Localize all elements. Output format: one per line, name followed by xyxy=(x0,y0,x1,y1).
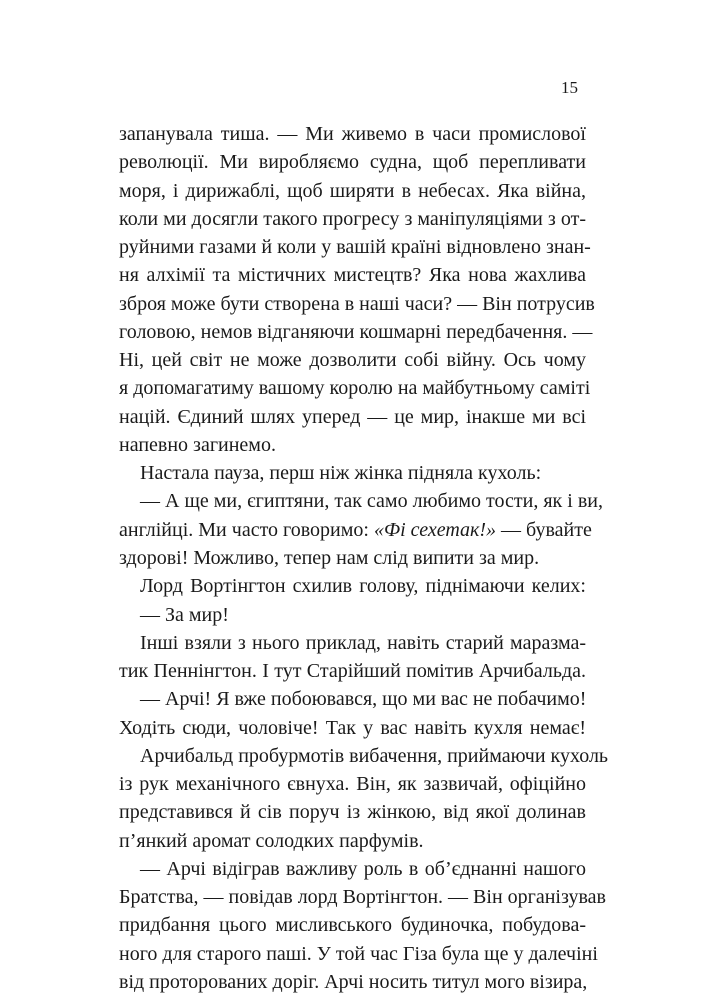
text-line: головою, немов відганяючи кошмарні передбачення. — xyxy=(119,320,593,343)
text-line: ня алхімії та містичних мистецтв? Яка нова жахлива xyxy=(119,264,586,287)
text-line: Братства, — повідав лорд Вортінгтон. — Він організував xyxy=(119,886,606,909)
text-line: із рук механічного євнуха. Він, як зазвичай, офіційно xyxy=(119,773,586,796)
text-line: п’янкий аромат солодких парфумів. xyxy=(119,829,424,852)
text-line: коли ми досягли такого прогресу з маніпуляціями з от- xyxy=(119,207,586,230)
text-fragment: — бувайте xyxy=(496,518,592,541)
text-line: — Арчі відіграв важливу роль в об’єднанні нашого xyxy=(140,857,586,880)
text-line: тик Пеннінгтон. І тут Старійший помітив Арчибальда. xyxy=(119,660,586,683)
body-text xyxy=(119,120,609,996)
emphasis-phrase: «Фі сехетак!» xyxy=(373,518,497,541)
text-fragment: англійці. Ми часто говоримо: xyxy=(119,518,374,541)
text-line: Настала пауза, перш ніж жінка підняла кухоль: xyxy=(140,462,542,485)
text-line: я допомагатиму вашому королю на майбутньому саміті xyxy=(119,377,591,400)
text-line: запанувала тиша. — Ми живемо в часи промислової xyxy=(119,123,586,145)
text-line: придбання цього мисливського будиночка, побудова- xyxy=(119,914,586,937)
text-line: революції. Ми виробляємо судна, щоб перепливати xyxy=(119,151,586,174)
text-line: — А ще ми, єгиптяни, так само любимо тости, як і ви, xyxy=(140,490,603,513)
text-line: від проторованих доріг. Арчі носить титул мого візира, xyxy=(119,970,588,993)
text-line: націй. Єдиний шлях уперед — це мир, інакше ми всі xyxy=(119,405,586,428)
text-line: моря, і дирижаблі, щоб ширяти в небесах. Яка війна, xyxy=(119,179,586,202)
text-line: зброя може бути створена в наші часи? — Він потрусив xyxy=(119,292,595,315)
text-line: Ходіть сюди, чоловіче! Так у вас навіть кухля немає! xyxy=(119,716,586,739)
text-line: представився й сів поруч із жінкою, від якої долинав xyxy=(119,801,586,824)
text-line: Ні, цей світ не може дозволити собі війну. Ось чому xyxy=(119,349,586,372)
text-line-with-emphasis xyxy=(119,516,592,544)
text-line: руйними газами й коли у вашій країні відновлено знан- xyxy=(119,236,591,259)
text-line: Інші взяли з нього приклад, навіть старий маразма- xyxy=(140,631,586,654)
text-line: Арчибальд пробурмотів вибачення, приймаючи кухоль xyxy=(140,744,609,767)
text-line: Лорд Вортінгтон схилив голову, піднімаючи келих: xyxy=(140,575,586,598)
text-line: ного для старого паші. У той час Гіза була ще у далечіні xyxy=(119,942,598,965)
text-line: напевно загинемо. xyxy=(119,433,276,456)
text-line: — За мир! xyxy=(140,603,229,626)
page-number: 15 xyxy=(561,78,578,97)
text-line: здорові! Можливо, тепер нам слід випити за мир. xyxy=(119,546,540,569)
text-line: — Арчі! Я вже побоювався, що ми вас не побачимо! xyxy=(140,688,587,711)
